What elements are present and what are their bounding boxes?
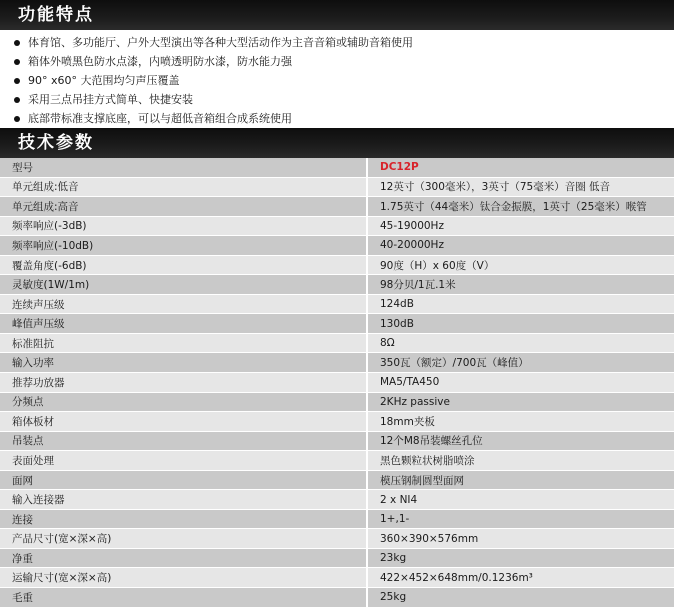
spec-row	[0, 314, 674, 334]
spec-label: 型号	[0, 158, 367, 177]
spec-label: 箱体板材	[0, 412, 367, 432]
spec-value: 模压钢制圆型面网	[367, 470, 674, 490]
spec-label: 运输尺寸(宽×深×高)	[0, 568, 367, 588]
spec-label: 连续声压级	[0, 294, 367, 314]
feature-item	[0, 52, 674, 71]
spec-row	[0, 353, 674, 373]
spec-value: 25kg	[367, 588, 674, 608]
spec-value: 18mm夹板	[367, 412, 674, 432]
spec-row	[0, 588, 674, 608]
spec-value: 130dB	[367, 314, 674, 334]
spec-label: 面网	[0, 470, 367, 490]
spec-value: 360×390×576mm	[367, 529, 674, 549]
feature-item	[0, 90, 674, 109]
spec-label: 频率响应(-10dB)	[0, 236, 367, 256]
spec-label: 频率响应(-3dB)	[0, 216, 367, 236]
bullet-icon	[14, 78, 20, 84]
spec-row	[0, 548, 674, 568]
spec-value: 124dB	[367, 294, 674, 314]
specs-title: 技术参数	[18, 133, 94, 153]
spec-row	[0, 509, 674, 529]
spec-row	[0, 275, 674, 295]
features-list	[0, 30, 674, 128]
feature-item	[0, 109, 674, 128]
feature-item	[0, 33, 674, 52]
spec-label: 推荐功放器	[0, 373, 367, 393]
spec-label: 峰值声压级	[0, 314, 367, 334]
spec-value: 23kg	[367, 548, 674, 568]
spec-row	[0, 197, 674, 217]
bullet-icon	[14, 59, 20, 65]
spec-label: 净重	[0, 548, 367, 568]
specs-header	[0, 128, 674, 158]
spec-row	[0, 373, 674, 393]
feature-text: 体育馆、多功能厅、户外大型演出等各种大型活动作为主音音箱或辅助音箱使用	[28, 36, 413, 49]
spec-value: 8Ω	[367, 333, 674, 353]
spec-value: 90度（H）x 60度（V）	[367, 255, 674, 275]
spec-value: 98分贝/1瓦.1米	[367, 275, 674, 295]
spec-value: 422×452×648mm/0.1236m³	[367, 568, 674, 588]
spec-label: 分频点	[0, 392, 367, 412]
spec-value: 45-19000Hz	[367, 216, 674, 236]
spec-row	[0, 529, 674, 549]
spec-value: 1.75英寸（44毫米）钛合金振膜，1英寸（25毫米）喉管	[367, 197, 674, 217]
spec-row	[0, 177, 674, 197]
feature-text: 90° x60° 大范围均匀声压覆盖	[28, 74, 180, 87]
spec-label: 覆盖角度(-6dB)	[0, 255, 367, 275]
spec-label: 吊装点	[0, 431, 367, 451]
spec-row	[0, 158, 674, 177]
spec-label: 输入功率	[0, 353, 367, 373]
feature-item	[0, 71, 674, 90]
spec-value: 350瓦（额定）/700瓦（峰值）	[367, 353, 674, 373]
bullet-icon	[14, 40, 20, 46]
spec-label: 产品尺寸(宽×深×高)	[0, 529, 367, 549]
spec-row	[0, 392, 674, 412]
spec-label: 灵敏度(1W/1m)	[0, 275, 367, 295]
spec-label: 标准阻抗	[0, 333, 367, 353]
spec-value: 2KHz passive	[367, 392, 674, 412]
feature-text: 采用三点吊挂方式简单、快捷安装	[28, 93, 193, 106]
spec-row	[0, 216, 674, 236]
spec-row	[0, 568, 674, 588]
spec-label: 毛重	[0, 588, 367, 608]
feature-text: 箱体外喷黑色防水点漆，内喷透明防水漆，防水能力强	[28, 55, 292, 68]
spec-value: MA5/TA450	[367, 373, 674, 393]
spec-value: 12个M8吊装螺丝孔位	[367, 431, 674, 451]
bullet-icon	[14, 97, 20, 103]
spec-row	[0, 255, 674, 275]
spec-value: 12英寸（300毫米），3英寸（75毫米）音圈 低音	[367, 177, 674, 197]
feature-text: 底部带标准支撑底座，可以与超低音箱组合成系统使用	[28, 112, 292, 125]
features-header	[0, 0, 674, 30]
spec-table	[0, 158, 674, 608]
spec-label: 连接	[0, 509, 367, 529]
spec-row	[0, 412, 674, 432]
spec-value: 2 x NI4	[367, 490, 674, 510]
spec-label: 单元组成:低音	[0, 177, 367, 197]
spec-value: 1+,1-	[367, 509, 674, 529]
spec-row	[0, 236, 674, 256]
spec-row	[0, 470, 674, 490]
spec-value: DC12P	[367, 158, 674, 177]
spec-value: 黑色颗粒状树脂喷涂	[367, 451, 674, 471]
spec-row	[0, 431, 674, 451]
features-title: 功能特点	[18, 5, 94, 25]
spec-label: 表面处理	[0, 451, 367, 471]
bullet-icon	[14, 116, 20, 122]
spec-label: 输入连接器	[0, 490, 367, 510]
spec-label: 单元组成:高音	[0, 197, 367, 217]
spec-row	[0, 451, 674, 471]
spec-row	[0, 294, 674, 314]
spec-value: 40-20000Hz	[367, 236, 674, 256]
spec-row	[0, 333, 674, 353]
spec-row	[0, 490, 674, 510]
